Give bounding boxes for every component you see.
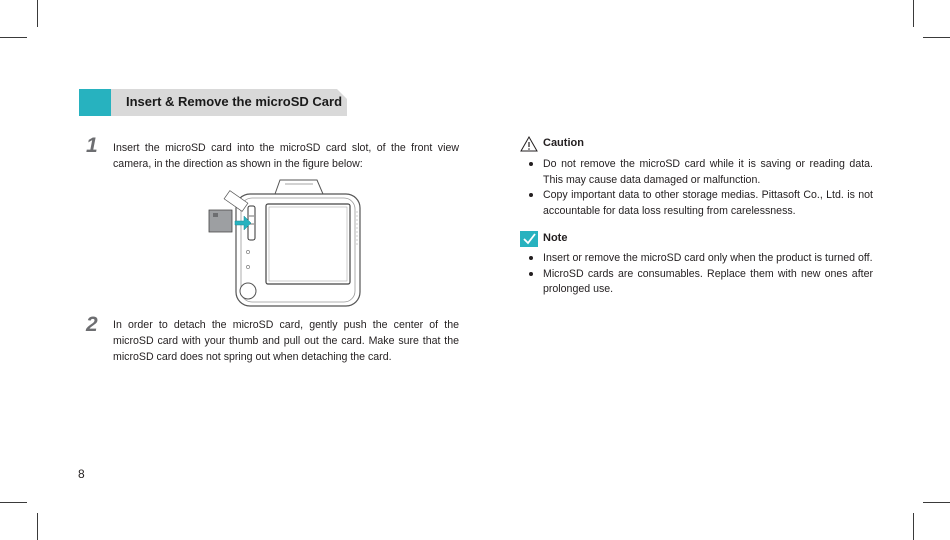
crop-mark bbox=[913, 513, 914, 540]
section-title: Insert & Remove the microSD Card bbox=[126, 94, 343, 109]
step-1-text: Insert the microSD card into the microSD card slot, of the front view camera, in the direction as shown in the figure below: bbox=[113, 142, 459, 170]
camera-mount bbox=[275, 180, 323, 194]
crop-mark bbox=[923, 37, 950, 38]
microsd-insert-illustration bbox=[205, 176, 365, 310]
camera-screen bbox=[266, 204, 350, 284]
crop-mark bbox=[37, 0, 38, 27]
note-list bbox=[529, 251, 873, 298]
list-item: Do not remove the microSD card while it is saving or reading data. This may cause data damaged or malfunction. bbox=[529, 157, 873, 188]
page-number: 8 bbox=[78, 467, 85, 481]
step-2-text: In order to detach the microSD card, gently push the center of the microSD card with your thumb and pull out the card. Make sure that the microSD card does not spring out when detaching the card. bbox=[113, 319, 459, 363]
microsd-card bbox=[209, 210, 232, 232]
step-number-2: 2 bbox=[86, 313, 98, 336]
crop-mark bbox=[923, 502, 950, 503]
crop-mark bbox=[0, 502, 27, 503]
list-item: Insert or remove the microSD card only when the product is turned off. bbox=[529, 251, 873, 267]
crop-mark bbox=[37, 513, 38, 540]
step-number-1: 1 bbox=[86, 134, 98, 157]
header-accent-block bbox=[79, 89, 111, 116]
crop-mark bbox=[913, 0, 914, 27]
camera-figure bbox=[205, 176, 365, 310]
checkmark-icon bbox=[520, 231, 538, 247]
caution-list bbox=[529, 157, 873, 219]
note-title: Note bbox=[543, 232, 568, 244]
crop-mark bbox=[0, 37, 27, 38]
warning-triangle-icon bbox=[520, 136, 538, 152]
camera-lens bbox=[240, 283, 256, 299]
section-header bbox=[79, 89, 347, 116]
list-item: MicroSD cards are consumables. Replace them with new ones after prolonged use. bbox=[529, 267, 873, 298]
caution-title: Caution bbox=[543, 137, 584, 149]
list-item: Copy important data to other storage medias. Pittasoft Co., Ltd. is not accountable for data loss resulting from carelessness. bbox=[529, 188, 873, 219]
